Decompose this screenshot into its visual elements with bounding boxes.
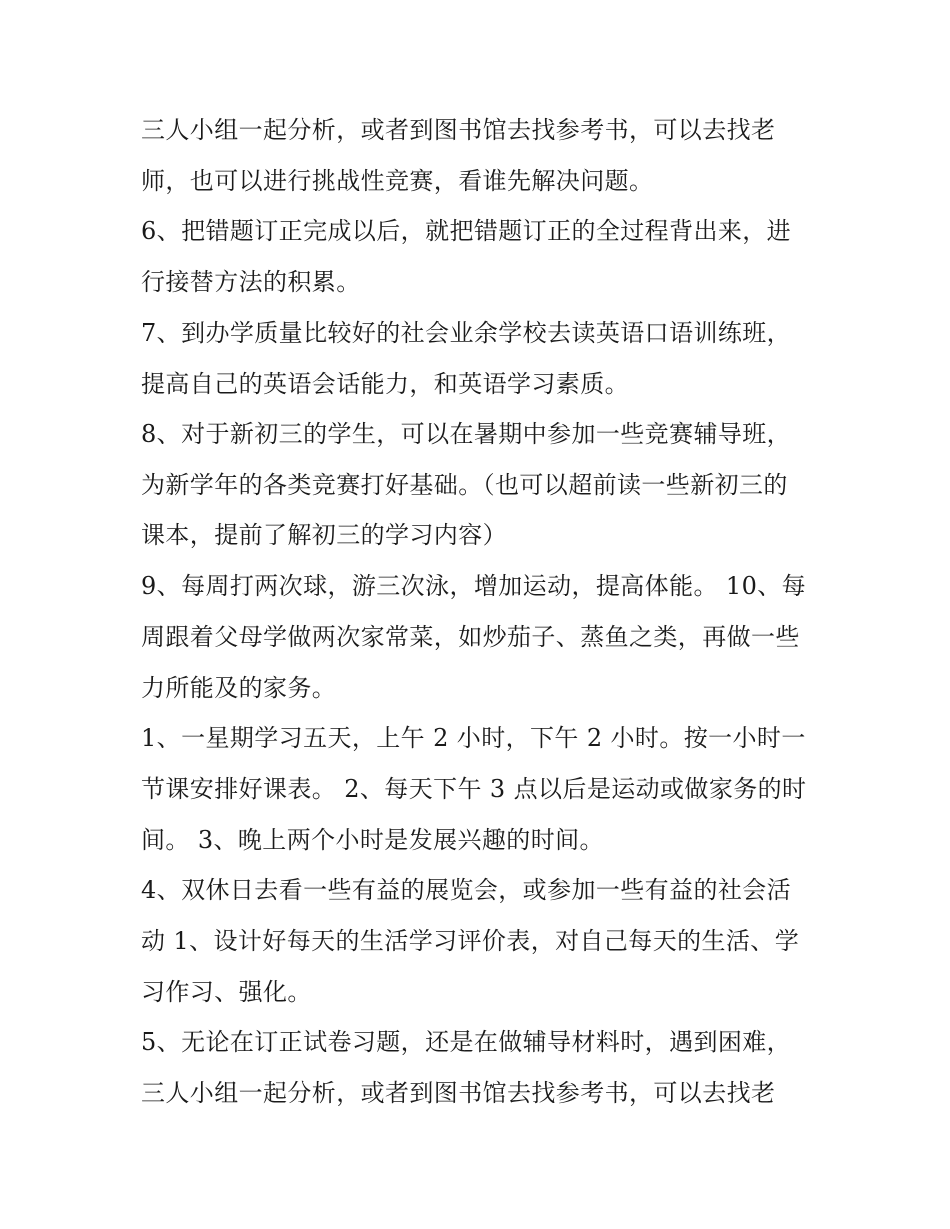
text-line: 为新学年的各类竞赛打好基础。（也可以超前读一些新初三的 [141, 471, 788, 499]
text-line: 7、到办学质量比较好的社会业余学校去读英语口语训练班， [141, 319, 792, 347]
text-line: 周跟着父母学做两次家常菜，如炒茄子、蒸鱼之类，再做一些 [141, 623, 800, 651]
text-line: 课本，提前了解初三的学习内容） [141, 521, 507, 549]
text-line: 间。 3、晚上两个小时是发展兴趣的时间。 [141, 826, 604, 854]
text-line: 9、每周打两次球，游三次泳，增加运动，提高体能。 10、每 [141, 572, 807, 600]
text-line: 节课安排好课表。 2、每天下午 3 点以后是运动或做家务的时 [141, 775, 807, 803]
text-line: 1、一星期学习五天，上午 2 小时，下午 2 小时。按一小时一 [141, 724, 806, 752]
text-line: 6、把错题订正完成以后，就把错题订正的全过程背出来，进 [141, 217, 792, 245]
text-line: 习作习、强化。 [141, 978, 312, 1006]
text-line: 5、无论在订正试卷习题，还是在做辅导材料时，遇到困难， [141, 1028, 792, 1056]
text-line: 动 1、设计好每天的生活学习评价表，对自己每天的生活、学 [141, 927, 800, 955]
text-line: 行接替方法的积累。 [141, 268, 361, 296]
text-line: 师，也可以进行挑战性竞赛，看谁先解决问题。 [141, 167, 654, 195]
text-line: 三人小组一起分析，或者到图书馆去找参考书，可以去找老 [141, 116, 776, 144]
text-line: 8、对于新初三的学生，可以在暑期中参加一些竞赛辅导班， [141, 420, 792, 448]
text-line: 三人小组一起分析，或者到图书馆去找参考书，可以去找老 [141, 1079, 776, 1107]
text-line: 提高自己的英语会话能力，和英语学习素质。 [141, 370, 629, 398]
text-line: 4、双休日去看一些有益的展览会，或参加一些有益的社会活 [141, 876, 792, 904]
text-line: 力所能及的家务。 [141, 674, 337, 702]
